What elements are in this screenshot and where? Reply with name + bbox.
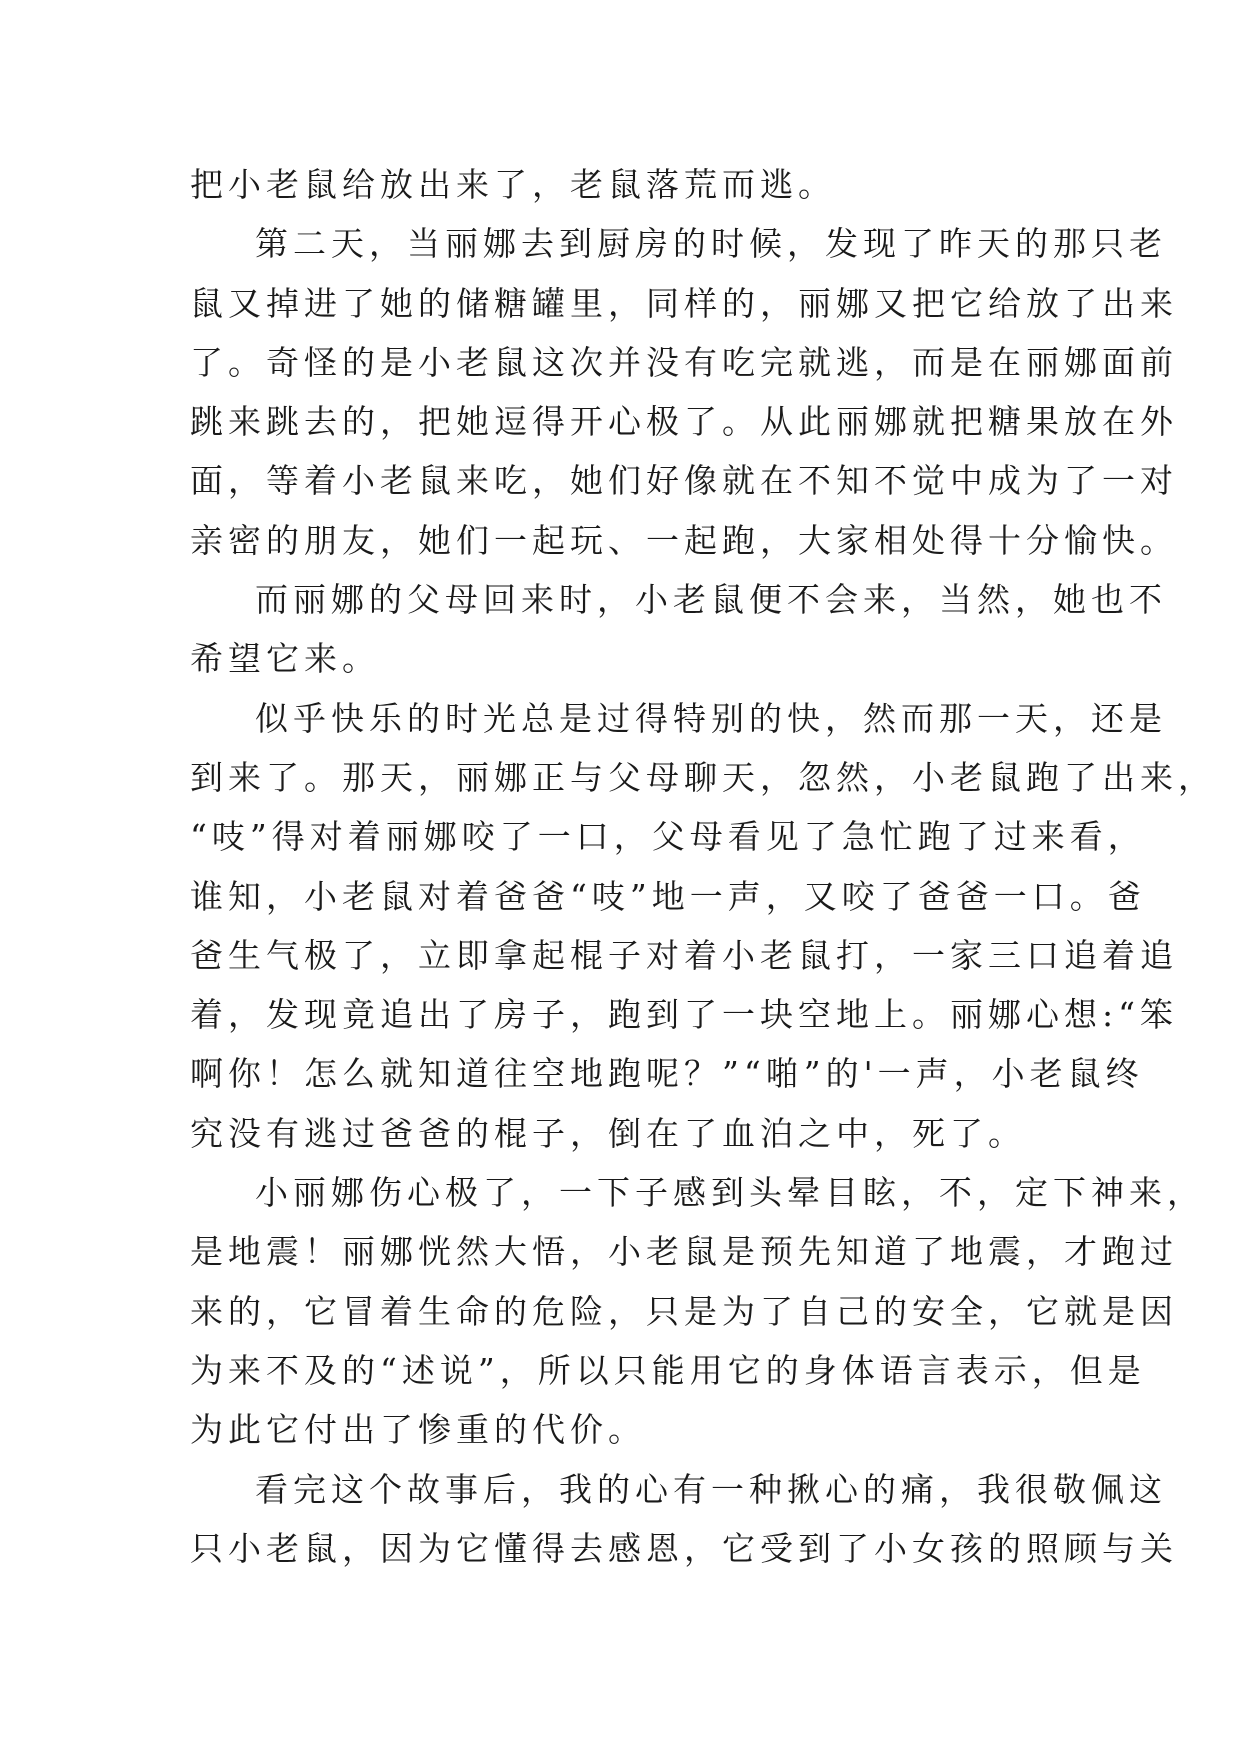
text-line: 着，发现竟追出了房子，跑到了一块空地上。丽娜心想:“笨: [190, 995, 1178, 1035]
text-line: 啊你！怎么就知道往空地跑呢？”“啪”的'一声，小老鼠终: [190, 1054, 1144, 1094]
text-line: 到来了。那天，丽娜正与父母聊天，忽然，小老鼠跑了出来，: [190, 757, 1216, 797]
text-line: 亲密的朋友，她们一起玩、一起跑，大家相处得十分愉快。: [190, 520, 1178, 560]
text-line: 把小老鼠给放出来了，老鼠落荒而逃。: [190, 165, 836, 204]
paragraph-first-line: 小丽娜伤心极了，一下子感到头晕目眩，不，定下神来，: [255, 1173, 1205, 1213]
story-text: [190, 155, 1216, 1578]
paragraph-first-line: 而丽娜的父母回来时，小老鼠便不会来，当然，她也不: [255, 580, 1167, 620]
text-line: 希望它来。: [190, 639, 380, 679]
text-line: “吱”得对着丽娜咬了一口，父母看见了急忙跑了过来看，: [190, 817, 1146, 857]
text-line: 只小老鼠，因为它懂得去感恩，它受到了小女孩的照顾与关: [190, 1528, 1178, 1568]
text-line: 是地震！丽娜恍然大悟，小老鼠是预先知道了地震，才跑过: [190, 1232, 1178, 1272]
text-line: 跳来跳去的，把她逗得开心极了。从此丽娜就把糖果放在外: [190, 402, 1178, 442]
text-line: 谁知，小老鼠对着爸爸“吱”地一声，又咬了爸爸一口。爸: [190, 876, 1146, 916]
text-line: 爸生气极了，立即拿起棍子对着小老鼠打，一家三口追着追: [190, 935, 1178, 975]
text-line: 鼠又掉进了她的储糖罐里，同样的，丽娜又把它给放了出来: [190, 283, 1178, 323]
text-line: 为来不及的“述说”，所以只能用它的身体语言表示，但是: [190, 1350, 1146, 1390]
paragraph-first-line: 似乎快乐的时光总是过得特别的快，然而那一天，还是: [255, 698, 1167, 738]
text-line: 面，等着小老鼠来吃，她们好像就在不知不觉中成为了一对: [190, 461, 1178, 501]
text-line: 了。奇怪的是小老鼠这次并没有吃完就逃，而是在丽娜面前: [190, 342, 1178, 382]
text-line: 来的，它冒着生命的危险，只是为了自己的安全，它就是因: [190, 1291, 1178, 1331]
text-line: 为此它付出了惨重的代价。: [190, 1410, 646, 1450]
text-line: 究没有逃过爸爸的棍子，倒在了血泊之中，死了。: [190, 1113, 1026, 1153]
paragraph-first-line: 看完这个故事后，我的心有一种揪心的痛，我很敬佩这: [255, 1469, 1167, 1509]
paragraph-first-line: 第二天，当丽娜去到厨房的时候，发现了昨天的那只老: [255, 224, 1167, 264]
